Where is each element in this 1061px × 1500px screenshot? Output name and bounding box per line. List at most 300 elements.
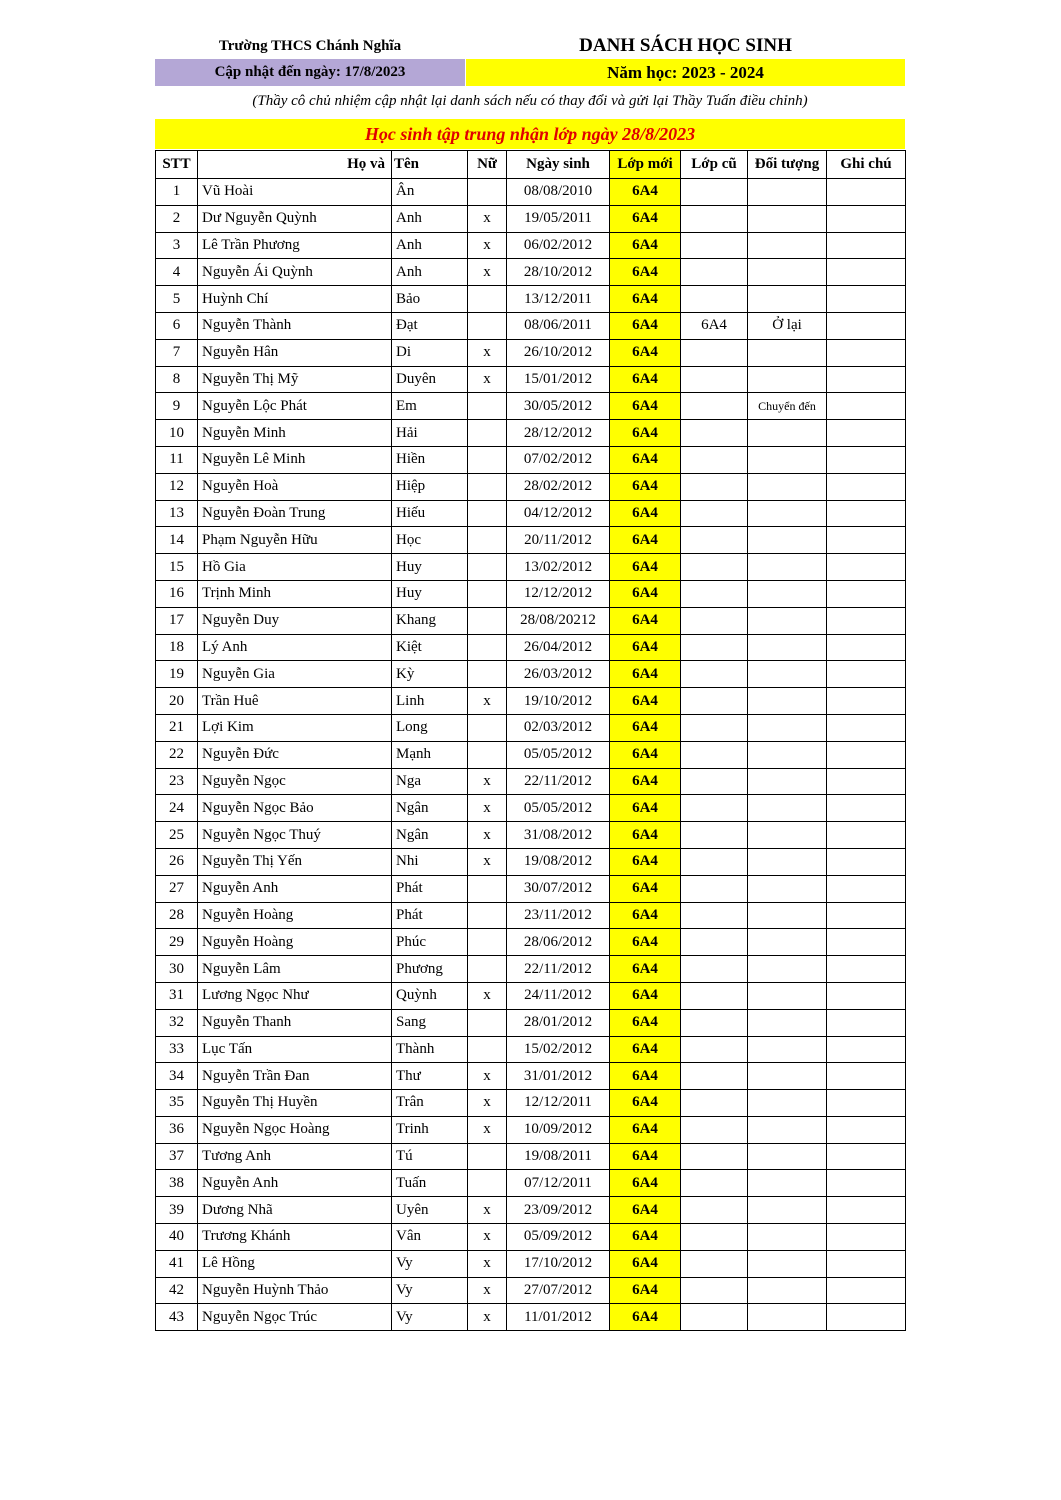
cell-stt: 5 [156,286,198,313]
table-row [156,473,906,500]
cell-lop-cu [681,1063,748,1090]
cell-ngay-sinh: 19/05/2011 [507,205,610,232]
cell-ten: Thư [392,1063,468,1090]
cell-doi-tuong [748,902,827,929]
cell-doi-tuong [748,232,827,259]
table-row [156,1277,906,1304]
table-row [156,580,906,607]
cell-stt: 19 [156,661,198,688]
cell-ten: Hiền [392,446,468,473]
cell-ten: Vy [392,1304,468,1331]
cell-ho: Nguyễn Hoàng [198,929,392,956]
cell-doi-tuong [748,822,827,849]
cell-nu [468,714,507,741]
cell-stt: 27 [156,875,198,902]
cell-lop-moi: 6A4 [610,446,681,473]
cell-lop-moi: 6A4 [610,1063,681,1090]
cell-ngay-sinh: 28/01/2012 [507,1009,610,1036]
cell-lop-cu [681,1250,748,1277]
cell-nu [468,634,507,661]
cell-lop-cu [681,1090,748,1117]
cell-lop-moi: 6A4 [610,1224,681,1251]
cell-ho: Lê Hồng [198,1250,392,1277]
cell-stt: 11 [156,446,198,473]
cell-ngay-sinh: 19/08/2011 [507,1143,610,1170]
cell-lop-moi: 6A4 [610,580,681,607]
cell-ho: Nguyễn Lê Minh [198,446,392,473]
cell-doi-tuong [748,714,827,741]
cell-ngay-sinh: 13/12/2011 [507,286,610,313]
cell-ghi-chu [827,1090,906,1117]
cell-ten: Trân [392,1090,468,1117]
table-row [156,607,906,634]
cell-nu: x [468,848,507,875]
table-row [156,661,906,688]
cell-ghi-chu [827,1036,906,1063]
cell-ghi-chu [827,366,906,393]
cell-lop-cu [681,688,748,715]
cell-doi-tuong [748,366,827,393]
cell-ghi-chu [827,580,906,607]
cell-lop-moi: 6A4 [610,848,681,875]
cell-lop-moi: 6A4 [610,527,681,554]
cell-ghi-chu [827,688,906,715]
cell-lop-moi: 6A4 [610,714,681,741]
cell-doi-tuong [748,580,827,607]
cell-lop-cu [681,286,748,313]
cell-nu: x [468,982,507,1009]
table-row [156,179,906,206]
cell-ten: Di [392,339,468,366]
cell-lop-moi: 6A4 [610,1304,681,1331]
table-row [156,741,906,768]
cell-doi-tuong: Chuyển đến [748,393,827,420]
cell-nu [468,393,507,420]
cell-lop-cu [681,714,748,741]
cell-ho: Dương Nhã [198,1197,392,1224]
cell-ten: Kỳ [392,661,468,688]
cell-ngay-sinh: 28/02/2012 [507,473,610,500]
cell-stt: 32 [156,1009,198,1036]
cell-ghi-chu [827,1143,906,1170]
cell-lop-cu [681,741,748,768]
cell-ho: Nguyễn Ngọc Trúc [198,1304,392,1331]
cell-ho: Lý Anh [198,634,392,661]
cell-nu [468,500,507,527]
cell-lop-cu [681,768,748,795]
cell-ten: Đạt [392,312,468,339]
cell-ho: Nguyễn Duy [198,607,392,634]
cell-lop-cu [681,1304,748,1331]
cell-ghi-chu [827,1304,906,1331]
cell-nu [468,902,507,929]
cell-ho: Nguyễn Đoàn Trung [198,500,392,527]
table-row [156,1170,906,1197]
cell-ghi-chu [827,554,906,581]
cell-ghi-chu [827,982,906,1009]
cell-ghi-chu [827,232,906,259]
cell-lop-cu [681,205,748,232]
cell-ho: Nguyễn Ái Quỳnh [198,259,392,286]
cell-nu [468,580,507,607]
cell-ngay-sinh: 11/01/2012 [507,1304,610,1331]
cell-ten: Long [392,714,468,741]
cell-nu [468,741,507,768]
cell-ten: Học [392,527,468,554]
cell-doi-tuong [748,1304,827,1331]
cell-ngay-sinh: 05/05/2012 [507,741,610,768]
table-row [156,768,906,795]
cell-lop-cu [681,848,748,875]
cell-ten: Quỳnh [392,982,468,1009]
cell-ho: Nguyễn Lộc Phát [198,393,392,420]
cell-stt: 40 [156,1224,198,1251]
cell-ngay-sinh: 26/03/2012 [507,661,610,688]
cell-lop-moi: 6A4 [610,1170,681,1197]
col-ngay-sinh: Ngày sinh [507,151,610,179]
table-row [156,366,906,393]
table-row [156,1036,906,1063]
cell-ho: Nguyễn Ngọc [198,768,392,795]
cell-ghi-chu [827,634,906,661]
cell-stt: 14 [156,527,198,554]
cell-ten: Tú [392,1143,468,1170]
cell-nu [468,473,507,500]
cell-lop-cu [681,634,748,661]
cell-stt: 7 [156,339,198,366]
cell-ghi-chu [827,473,906,500]
cell-stt: 16 [156,580,198,607]
cell-ho: Lợi Kim [198,714,392,741]
cell-doi-tuong [748,339,827,366]
cell-lop-moi: 6A4 [610,179,681,206]
table-row [156,500,906,527]
cell-stt: 30 [156,956,198,983]
cell-ho: Hồ Gia [198,554,392,581]
table-row [156,286,906,313]
cell-lop-moi: 6A4 [610,1090,681,1117]
cell-ho: Vũ Hoài [198,179,392,206]
cell-lop-moi: 6A4 [610,1116,681,1143]
cell-lop-moi: 6A4 [610,312,681,339]
cell-stt: 9 [156,393,198,420]
cell-ghi-chu [827,1197,906,1224]
cell-stt: 18 [156,634,198,661]
cell-ghi-chu [827,1224,906,1251]
cell-nu [468,446,507,473]
cell-stt: 41 [156,1250,198,1277]
cell-doi-tuong [748,1277,827,1304]
cell-nu: x [468,1304,507,1331]
cell-nu: x [468,1063,507,1090]
cell-ngay-sinh: 22/11/2012 [507,768,610,795]
cell-doi-tuong [748,1036,827,1063]
cell-lop-cu: 6A4 [681,312,748,339]
cell-ngay-sinh: 31/01/2012 [507,1063,610,1090]
cell-ngay-sinh: 07/02/2012 [507,446,610,473]
cell-ghi-chu [827,848,906,875]
cell-lop-cu [681,500,748,527]
col-stt: STT [156,151,198,179]
cell-ngay-sinh: 02/03/2012 [507,714,610,741]
cell-lop-cu [681,446,748,473]
cell-nu [468,1143,507,1170]
cell-nu [468,527,507,554]
school-name: Trường THCS Chánh Nghĩa [218,38,402,54]
cell-nu: x [468,259,507,286]
cell-nu [468,607,507,634]
cell-ho: Trần Huê [198,688,392,715]
cell-lop-moi: 6A4 [610,339,681,366]
table-row [156,446,906,473]
col-ten: Tên [392,151,468,179]
cell-stt: 8 [156,366,198,393]
cell-lop-cu [681,366,748,393]
cell-ngay-sinh: 23/11/2012 [507,902,610,929]
cell-lop-cu [681,982,748,1009]
cell-lop-cu [681,1170,748,1197]
cell-doi-tuong [748,1197,827,1224]
cell-ghi-chu [827,1063,906,1090]
cell-stt: 33 [156,1036,198,1063]
cell-ngay-sinh: 15/01/2012 [507,366,610,393]
cell-doi-tuong: Ở lại [748,312,827,339]
cell-lop-cu [681,875,748,902]
cell-lop-moi: 6A4 [610,768,681,795]
cell-doi-tuong [748,956,827,983]
cell-ten: Linh [392,688,468,715]
cell-doi-tuong [748,286,827,313]
table-row [156,527,906,554]
table-row [156,1090,906,1117]
cell-lop-cu [681,259,748,286]
cell-stt: 2 [156,205,198,232]
cell-ho: Nguyễn Minh [198,420,392,447]
cell-lop-moi: 6A4 [610,875,681,902]
table-body [156,179,906,1331]
cell-ngay-sinh: 30/05/2012 [507,393,610,420]
table-row [156,205,906,232]
col-ghi-chu: Ghi chú [827,151,906,179]
table-row [156,902,906,929]
cell-ten: Trinh [392,1116,468,1143]
cell-ngay-sinh: 23/09/2012 [507,1197,610,1224]
cell-ten: Ân [392,179,468,206]
cell-ten: Phát [392,902,468,929]
cell-ho: Lương Ngọc Như [198,982,392,1009]
cell-ghi-chu [827,1170,906,1197]
cell-ho: Nguyễn Thanh [198,1009,392,1036]
table-row [156,1063,906,1090]
cell-ho: Nguyễn Hân [198,339,392,366]
cell-ghi-chu [827,205,906,232]
cell-ho: Huỳnh Chí [198,286,392,313]
cell-doi-tuong [748,848,827,875]
cell-doi-tuong [748,929,827,956]
cell-lop-cu [681,795,748,822]
cell-lop-moi: 6A4 [610,607,681,634]
cell-lop-cu [681,580,748,607]
col-lop-moi: Lớp mới [610,151,681,179]
cell-doi-tuong [748,768,827,795]
cell-nu [468,1036,507,1063]
table-row [156,848,906,875]
cell-ngay-sinh: 28/12/2012 [507,420,610,447]
cell-lop-cu [681,902,748,929]
cell-lop-moi: 6A4 [610,982,681,1009]
cell-ten: Em [392,393,468,420]
cell-stt: 35 [156,1090,198,1117]
cell-doi-tuong [748,1170,827,1197]
cell-nu [468,1009,507,1036]
cell-ho: Nguyễn Ngọc Hoàng [198,1116,392,1143]
cell-ghi-chu [827,741,906,768]
cell-nu: x [468,822,507,849]
cell-ghi-chu [827,339,906,366]
cell-ghi-chu [827,768,906,795]
cell-ho: Nguyễn Thị Yến [198,848,392,875]
cell-ghi-chu [827,607,906,634]
cell-doi-tuong [748,1116,827,1143]
cell-stt: 4 [156,259,198,286]
table-row [156,1304,906,1331]
table-row [156,688,906,715]
student-table [155,150,906,1331]
cell-lop-moi: 6A4 [610,634,681,661]
cell-lop-cu [681,393,748,420]
cell-ghi-chu [827,795,906,822]
cell-ten: Phương [392,956,468,983]
cell-ho: Lê Trần Phương [198,232,392,259]
cell-ten: Thành [392,1036,468,1063]
cell-ghi-chu [827,661,906,688]
cell-lop-moi: 6A4 [610,795,681,822]
col-doi-tuong: Đối tượng [748,151,827,179]
cell-ten: Phúc [392,929,468,956]
cell-nu [468,1170,507,1197]
cell-doi-tuong [748,1063,827,1090]
cell-lop-moi: 6A4 [610,1036,681,1063]
cell-lop-moi: 6A4 [610,741,681,768]
cell-lop-moi: 6A4 [610,420,681,447]
cell-doi-tuong [748,259,827,286]
cell-lop-moi: 6A4 [610,929,681,956]
cell-stt: 21 [156,714,198,741]
cell-ten: Bảo [392,286,468,313]
cell-lop-cu [681,1277,748,1304]
cell-lop-moi: 6A4 [610,822,681,849]
cell-nu: x [468,1090,507,1117]
cell-lop-cu [681,420,748,447]
cell-ho: Nguyễn Hoà [198,473,392,500]
table-header-row [156,151,906,179]
cell-ngay-sinh: 04/12/2012 [507,500,610,527]
table-row [156,875,906,902]
cell-ten: Hiệp [392,473,468,500]
gathering-banner: Học sinh tập trung nhận lớp ngày 28/8/2023 [155,119,905,149]
cell-doi-tuong [748,205,827,232]
cell-nu: x [468,205,507,232]
cell-ten: Nga [392,768,468,795]
cell-lop-moi: 6A4 [610,259,681,286]
cell-ghi-chu [827,956,906,983]
cell-nu: x [468,232,507,259]
cell-lop-cu [681,339,748,366]
school-year: Năm học: 2023 - 2024 [466,59,905,86]
table-row [156,232,906,259]
cell-lop-cu [681,527,748,554]
cell-nu [468,875,507,902]
cell-lop-moi: 6A4 [610,1009,681,1036]
col-nu: Nữ [468,151,507,179]
cell-ho: Nguyễn Hoàng [198,902,392,929]
cell-nu [468,929,507,956]
cell-nu: x [468,688,507,715]
cell-ghi-chu [827,714,906,741]
cell-stt: 37 [156,1143,198,1170]
cell-lop-moi: 6A4 [610,473,681,500]
cell-ngay-sinh: 22/11/2012 [507,956,610,983]
cell-doi-tuong [748,500,827,527]
cell-lop-moi: 6A4 [610,500,681,527]
cell-ten: Vân [392,1224,468,1251]
cell-doi-tuong [748,634,827,661]
cell-ho: Trương Khánh [198,1224,392,1251]
cell-lop-cu [681,1197,748,1224]
cell-ten: Anh [392,232,468,259]
cell-nu [468,661,507,688]
cell-ghi-chu [827,902,906,929]
table-row [156,634,906,661]
cell-ngay-sinh: 19/08/2012 [507,848,610,875]
table-row [156,822,906,849]
cell-lop-cu [681,607,748,634]
table-row [156,714,906,741]
cell-ten: Anh [392,205,468,232]
cell-ho: Nguyễn Thành [198,312,392,339]
cell-ghi-chu [827,500,906,527]
cell-stt: 23 [156,768,198,795]
cell-ho: Nguyễn Gia [198,661,392,688]
cell-ten: Ngân [392,795,468,822]
cell-lop-cu [681,1036,748,1063]
cell-nu [468,312,507,339]
table-row [156,795,906,822]
cell-ten: Mạnh [392,741,468,768]
cell-doi-tuong [748,527,827,554]
cell-doi-tuong [748,554,827,581]
cell-lop-cu [681,554,748,581]
table-row [156,312,906,339]
cell-ten: Huy [392,554,468,581]
cell-doi-tuong [748,446,827,473]
cell-lop-moi: 6A4 [610,232,681,259]
cell-ngay-sinh: 24/11/2012 [507,982,610,1009]
cell-ghi-chu [827,312,906,339]
cell-ngay-sinh: 08/06/2011 [507,312,610,339]
cell-ten: Vy [392,1250,468,1277]
cell-stt: 34 [156,1063,198,1090]
cell-lop-moi: 6A4 [610,1197,681,1224]
cell-stt: 42 [156,1277,198,1304]
cell-lop-moi: 6A4 [610,205,681,232]
cell-ngay-sinh: 12/12/2011 [507,1090,610,1117]
table-row [156,339,906,366]
cell-ten: Anh [392,259,468,286]
cell-nu: x [468,1224,507,1251]
cell-ho: Nguyễn Thị Huyền [198,1090,392,1117]
cell-doi-tuong [748,1250,827,1277]
